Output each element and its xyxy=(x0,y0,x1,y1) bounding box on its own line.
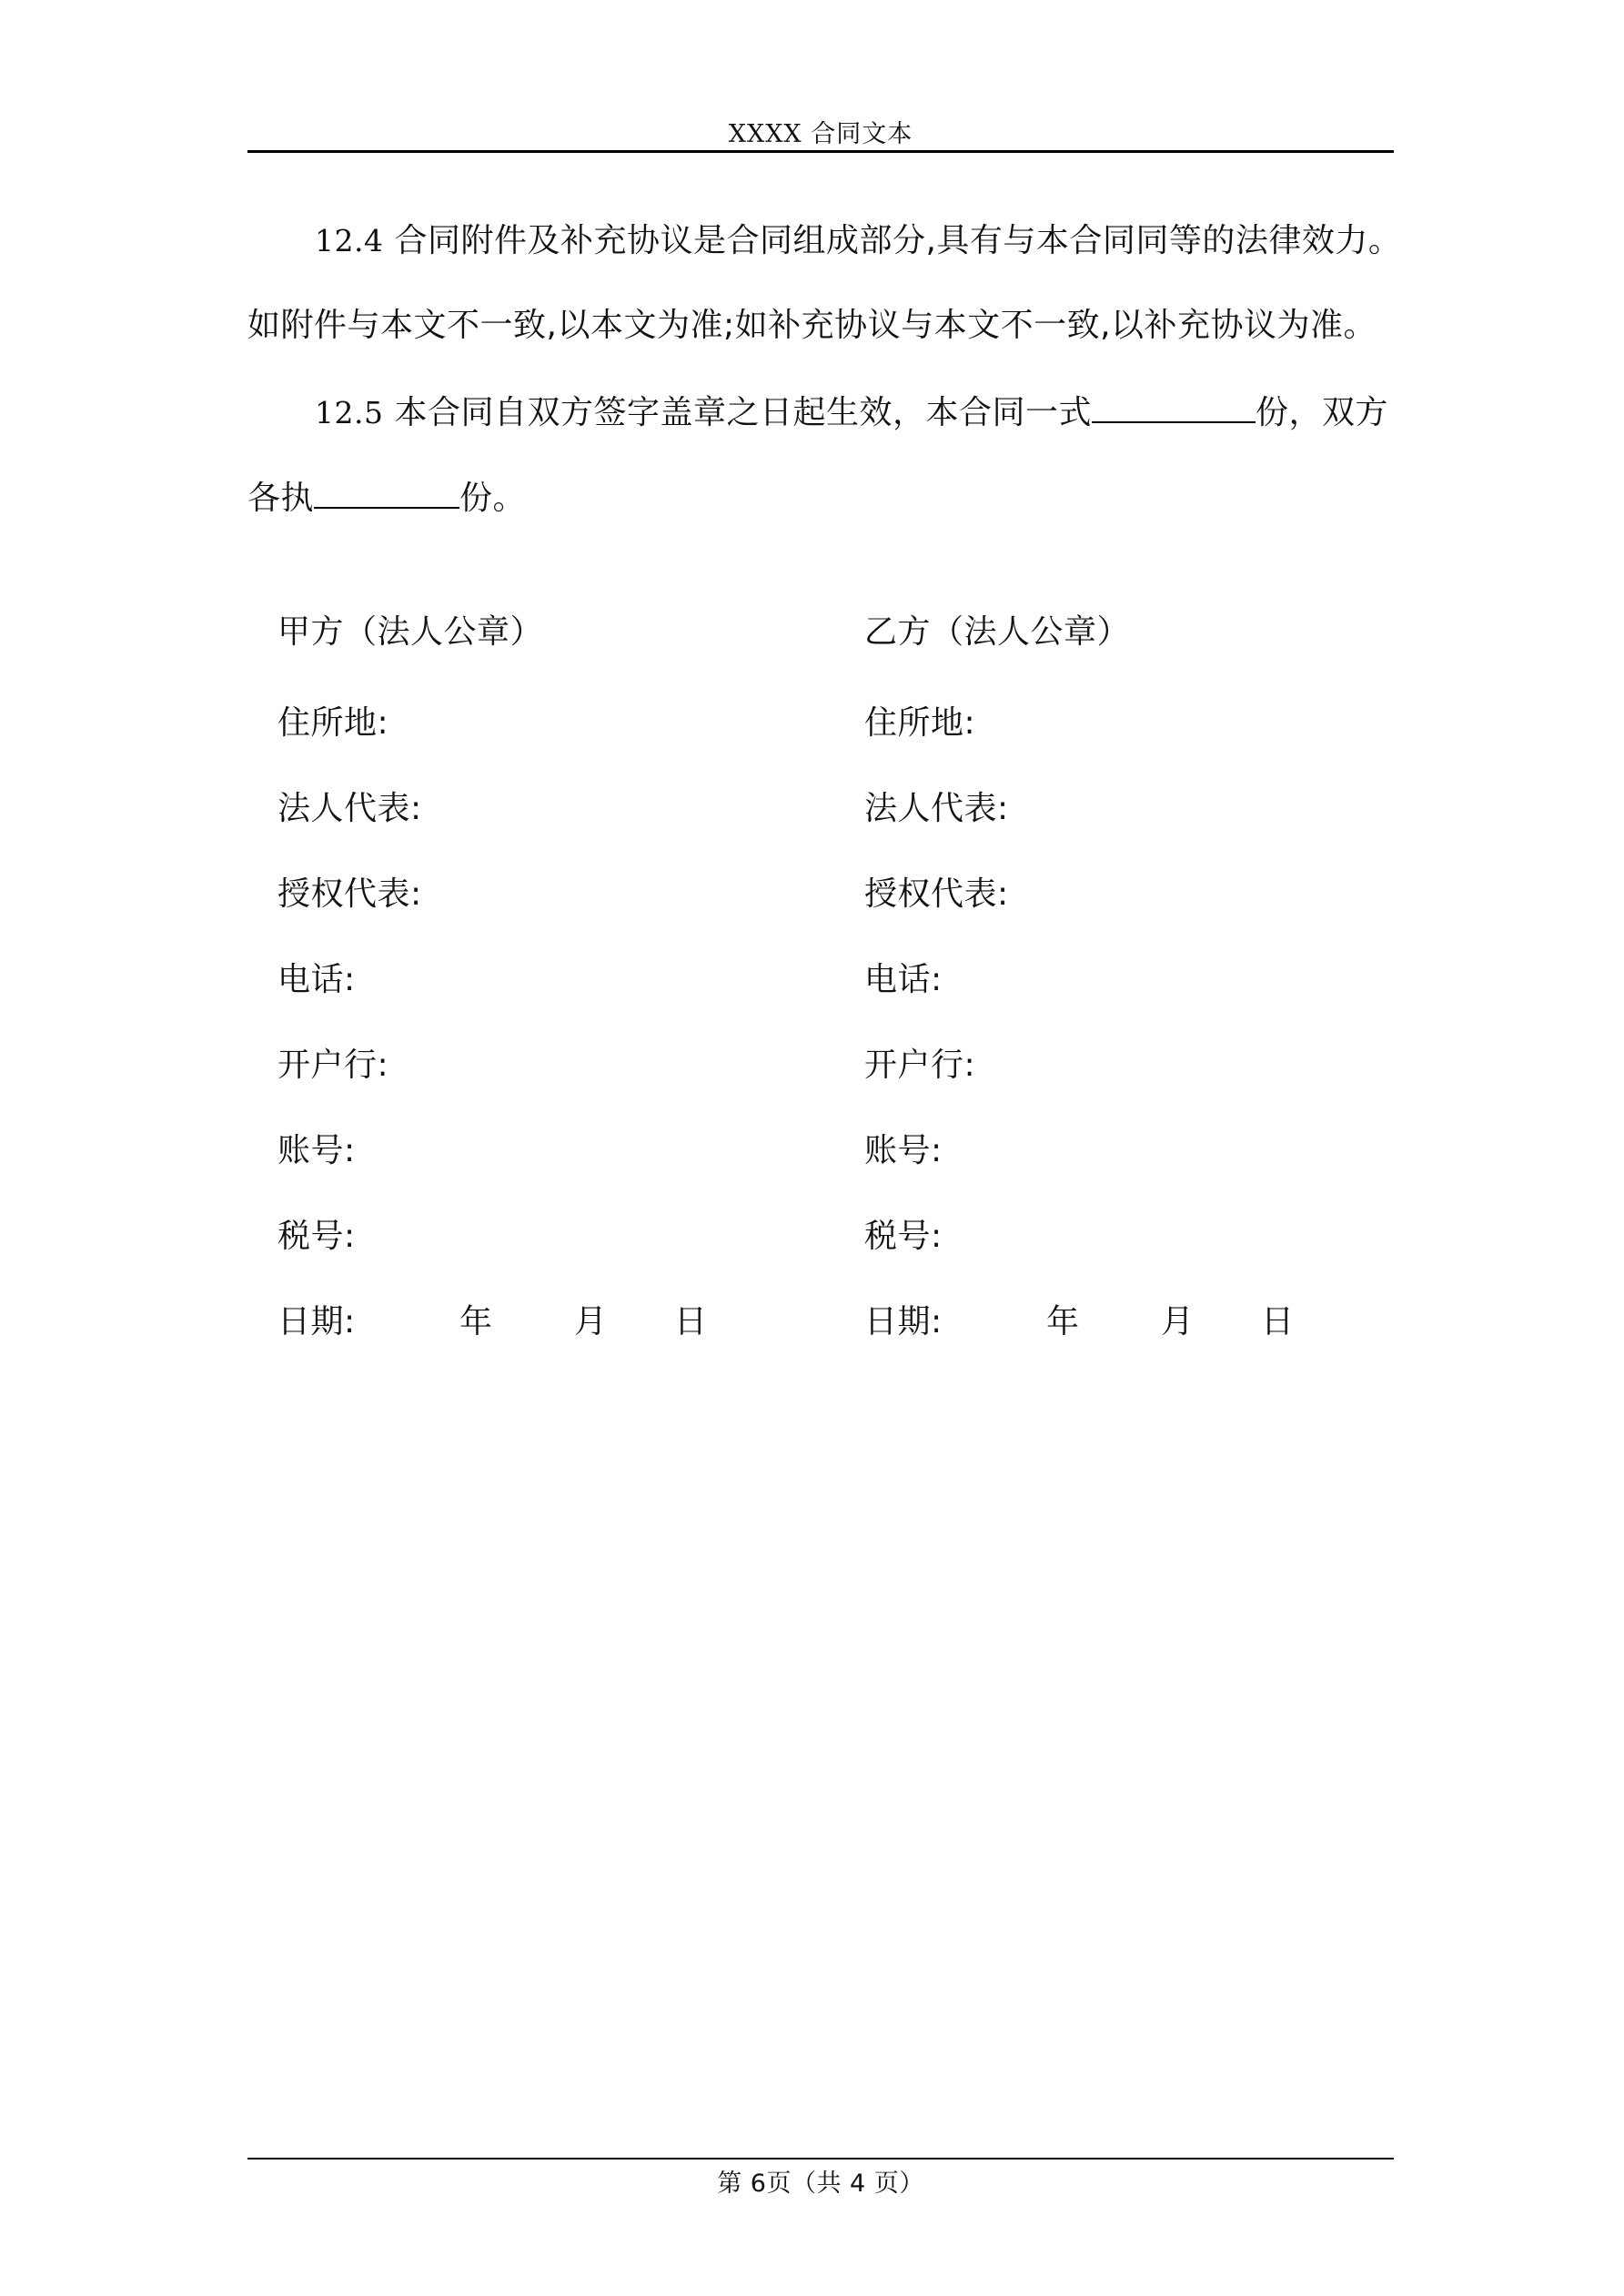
date-month: 月 xyxy=(1161,1303,1195,1340)
clause-text: 本合同自双方签字盖章之日起生效，本合同一式 xyxy=(394,394,1092,431)
clause-text: 份。 xyxy=(459,480,527,517)
clause-12-5-line2 xyxy=(247,470,1396,525)
party-a-phone: 电话: xyxy=(277,961,356,998)
date-year: 年 xyxy=(1046,1303,1080,1340)
footer-rule xyxy=(247,2158,1394,2159)
date-day: 日 xyxy=(1261,1303,1295,1340)
copies-total-blank[interactable] xyxy=(1092,385,1256,423)
clause-12-5-line1 xyxy=(247,385,1396,440)
party-b-authorized-rep: 授权代表: xyxy=(864,875,1009,913)
party-a-bank: 开户行: xyxy=(277,1047,389,1084)
party-a-authorized-rep: 授权代表: xyxy=(277,875,422,913)
party-a-title: 甲方（法人公章） xyxy=(277,613,544,651)
copies-each-blank[interactable] xyxy=(314,470,459,509)
party-b-tax-id: 税号: xyxy=(864,1218,943,1255)
header-rule xyxy=(247,150,1394,153)
clause-text: 各执 xyxy=(247,480,315,517)
page-number: 第 6页（共 4 页） xyxy=(717,2170,924,2198)
party-a-legal-rep: 法人代表: xyxy=(277,790,422,827)
party-b-phone: 电话: xyxy=(864,961,943,998)
party-b-date xyxy=(864,1295,1374,1350)
clause-12-4-line1 xyxy=(247,214,1402,268)
date-month: 月 xyxy=(574,1303,608,1340)
party-b-title: 乙方（法人公章） xyxy=(864,613,1131,651)
date-label: 日期: xyxy=(864,1303,943,1340)
party-b-block xyxy=(864,605,1374,1381)
clause-text: 合同附件及补充协议是合同组成部分,具有与本合同同等的法律效力。 xyxy=(394,222,1402,259)
party-a-date xyxy=(277,1295,787,1350)
date-day: 日 xyxy=(674,1303,708,1340)
clause-number: 12.5 xyxy=(315,395,384,430)
clause-12-4-line2: 如附件与本文不一致,以本文为准;如补充协议与本文不一致,以补充协议为准。 xyxy=(247,307,1377,344)
party-a-tax-id: 税号: xyxy=(277,1218,356,1255)
header-title: XXXX 合同文本 xyxy=(728,120,913,148)
date-label: 日期: xyxy=(277,1303,356,1340)
party-b-legal-rep: 法人代表: xyxy=(864,790,1009,827)
party-a-address: 住所地: xyxy=(277,704,389,742)
party-b-account: 账号: xyxy=(864,1132,943,1169)
clause-text: 份，双方 xyxy=(1255,394,1388,431)
party-a-account: 账号: xyxy=(277,1132,356,1169)
party-b-address: 住所地: xyxy=(864,704,976,742)
party-a-block xyxy=(277,605,787,1381)
date-year: 年 xyxy=(459,1303,493,1340)
clause-number: 12.4 xyxy=(315,223,384,258)
party-b-bank: 开户行: xyxy=(864,1047,976,1084)
